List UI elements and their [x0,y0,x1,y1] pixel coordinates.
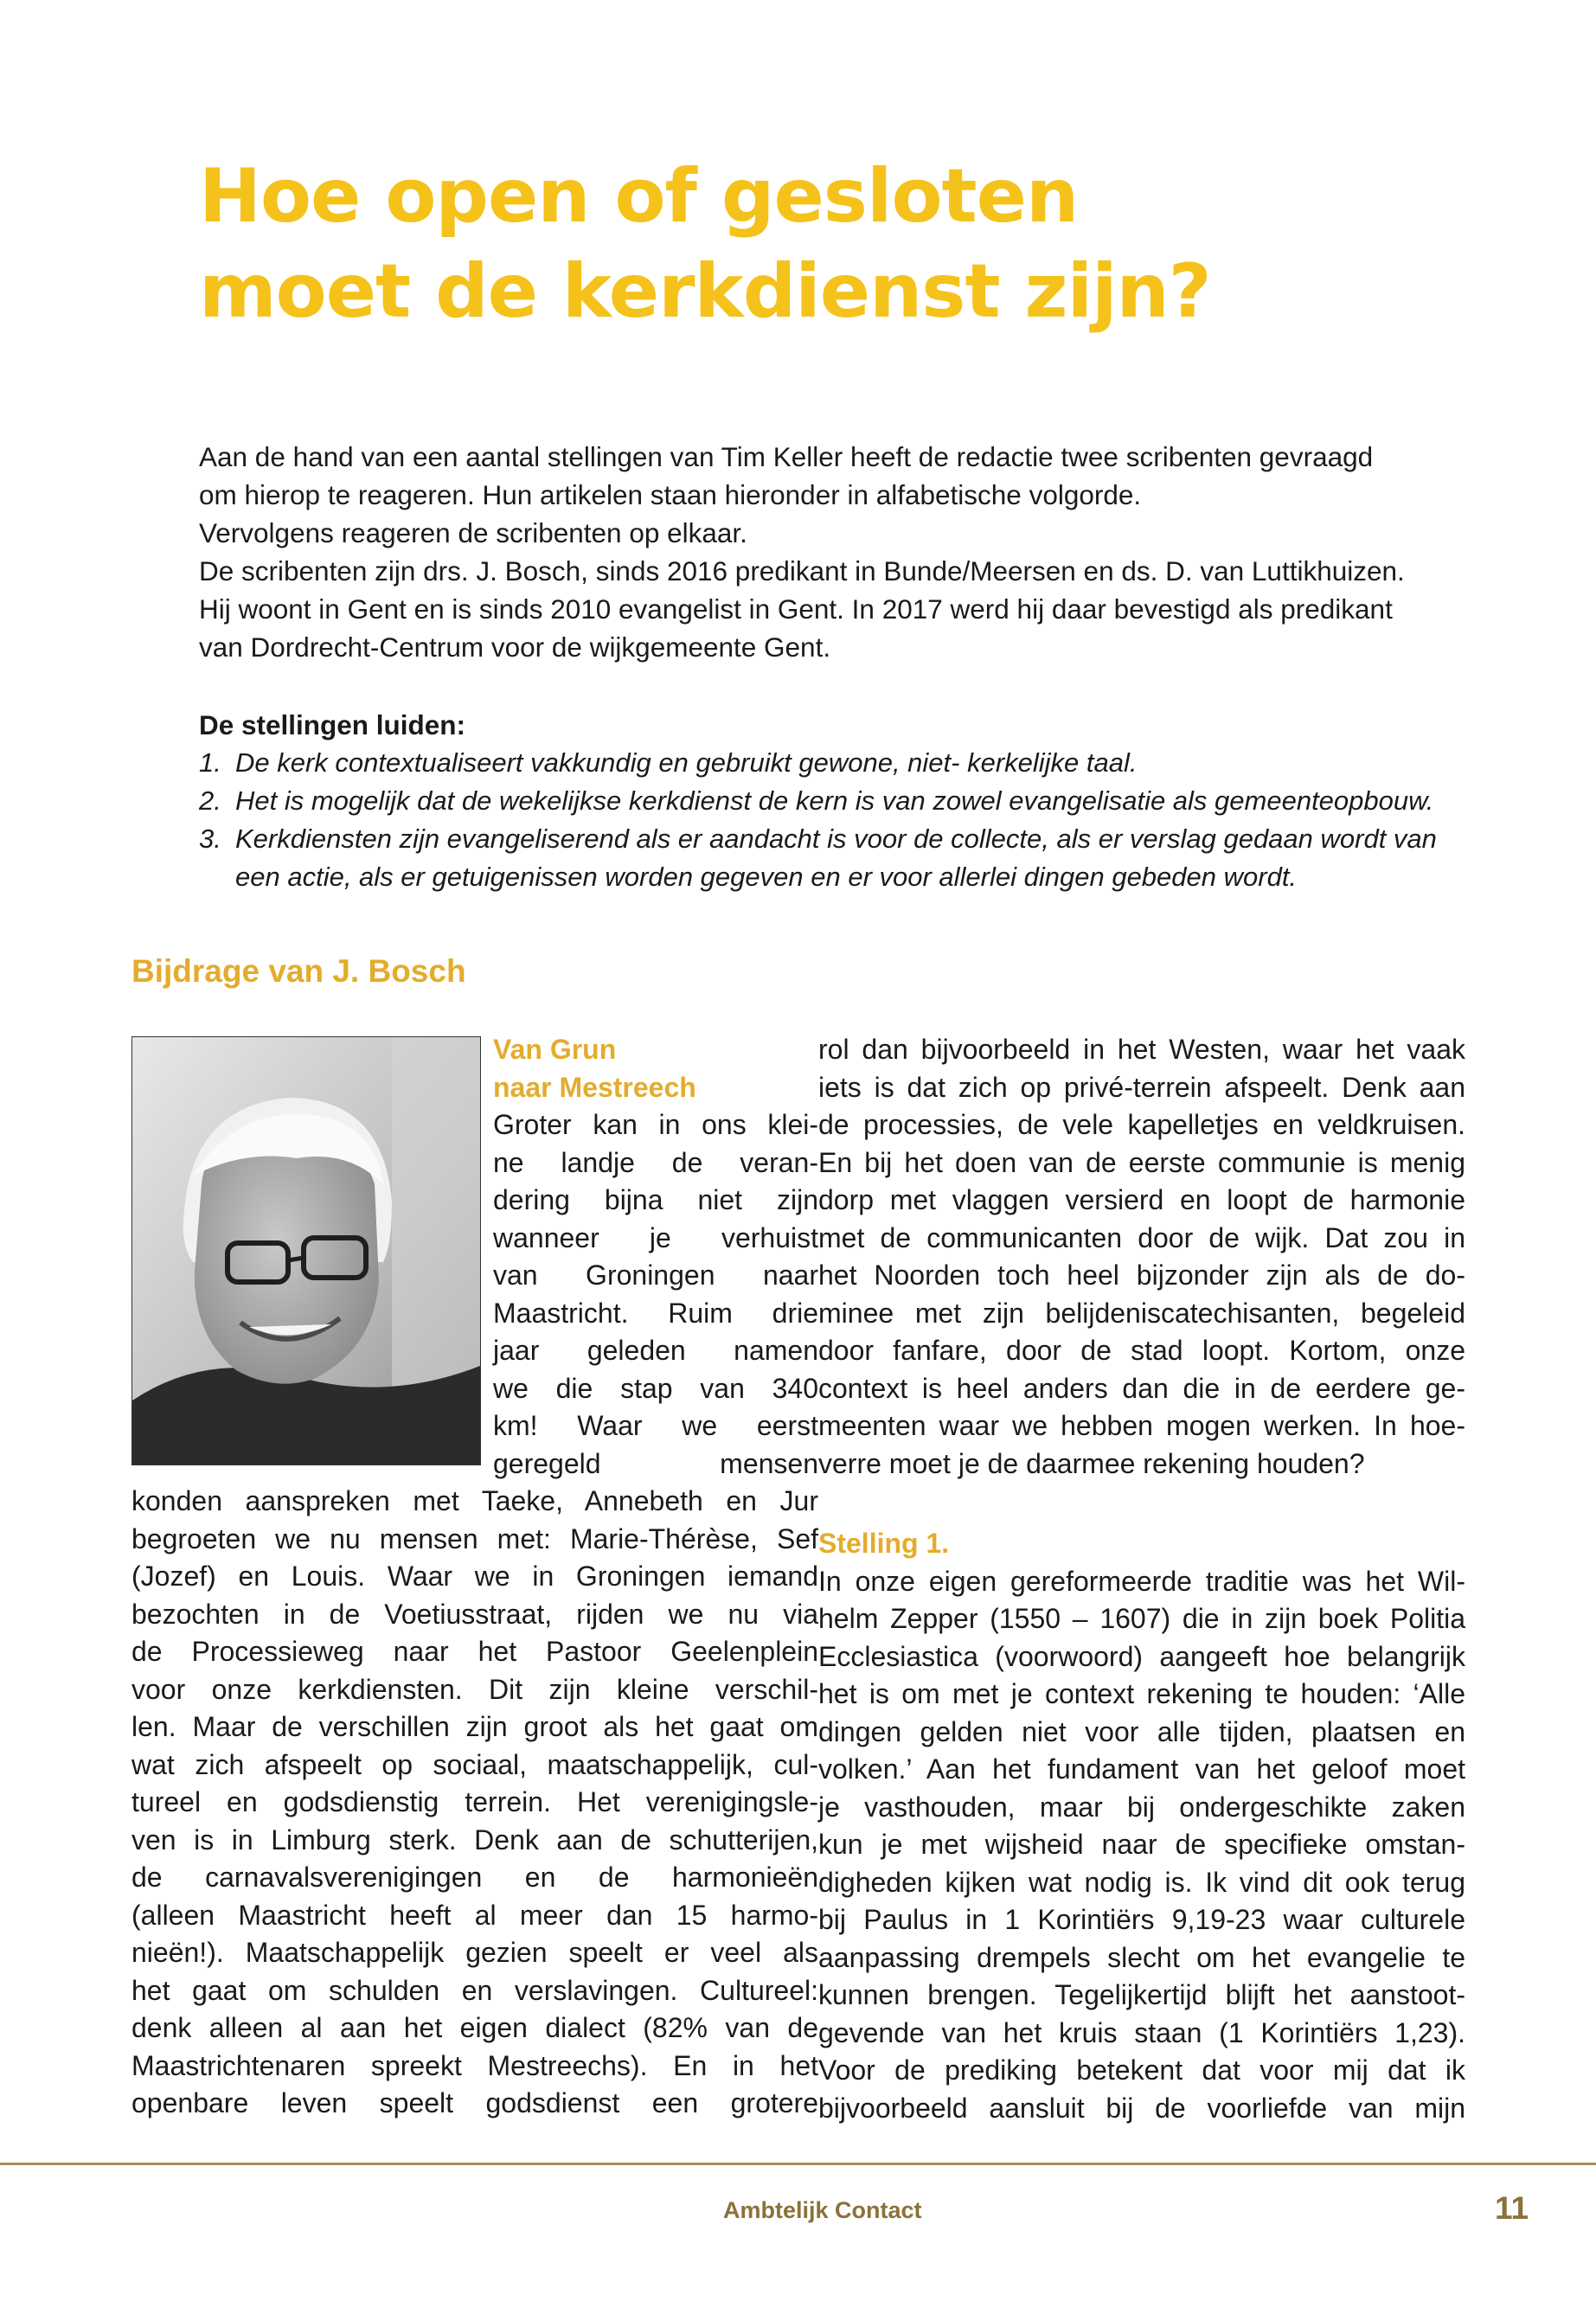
text-line: minee met zijn belijdeniscatechisanten, begeleid [818,1297,1465,1329]
stelling-item [199,820,1479,896]
text-line: (alleen Maastricht heeft al meer dan 15 harmo- [131,1899,818,1931]
article-title [199,149,1453,339]
text-line: helm Zepper (1550 – 1607) die in zijn boek Politia [818,1603,1465,1634]
stellingen-list [199,744,1479,896]
text-line: In onze eigen gereformeerde traditie was het Wil- [818,1565,1465,1597]
column-left-wide [131,1483,818,2123]
text-line: denk alleen al aan het eigen dialect (82% van de [131,2012,818,2043]
text-line: En bij het doen van de eerste communie is menig [818,1146,1465,1178]
text-line: de Processieweg naar het Pastoor Geelenplein [131,1636,818,1667]
text-line: door fanfare, door de stad loopt. Kortom, onze [818,1335,1465,1366]
text-line: bijvoorbeeld aansluit bij de voorliefde van mijn [818,2092,1465,2124]
stelling-item [199,744,1479,782]
title-line: Hoe open of gesloten [199,153,1079,240]
title-line: moet de kerkdienst zijn? [199,248,1211,335]
text-line: voor onze kerkdiensten. Dit zijn kleine verschil- [131,1673,818,1705]
text-line: Vervolgens reageren de scribenten op elkaar. [199,517,747,548]
subheading-line: naar Mestreech [493,1071,696,1103]
stellingen-heading: De stellingen luiden: [199,709,466,740]
text-line: Aan de hand van een aantal stellingen van Tim Keller heeft de redactie twee scribenten gevraagd [199,441,1374,472]
text-line: rol dan bijvoorbeeld in het Westen, waar het vaak [818,1034,1465,1065]
stelling-text: Kerkdiensten zijn evangeliserend als er aandacht is voor de collecte, als er verslag gedaan wordt van [235,824,1437,854]
text-line: om hierop te reageren. Hun artikelen staan hieronder in alfabetische volgorde. [199,479,1142,510]
text-line: kun je met wijsheid naar de specifieke omstan- [818,1829,1465,1860]
text-line: aanpassing drempels slecht om het evangelie te [818,1941,1465,1973]
text-line: het Noorden toch heel bijzonder zijn als de do- [818,1259,1465,1291]
text-line: Maastrichtenaren spreekt Mestreechs). En in het [131,2049,818,2081]
stelling-text: Het is mogelijk dat de wekelijkse kerkdienst de kern is van zowel evangelisatie als gemeenteopbouw. [235,785,1434,816]
intro-paragraph [199,438,1471,666]
text-line: Voor de prediking betekent dat voor mij dat ik [818,2054,1465,2086]
text-line: len. Maar de verschillen zijn groot als het gaat om [131,1711,818,1742]
text-line: digheden kijken wat nodig is. Ik vind dit ook terug [818,1866,1465,1898]
text-line: het is om met je context rekening te houden: ‘Alle [818,1678,1465,1709]
text-line: dingen gelden niet voor alle tijden, plaatsen en [818,1715,1465,1747]
column-right-top [818,1031,1465,1483]
column-right-bottom [818,1525,1465,2127]
text-line: Groter kan in ons klei- [493,1109,818,1140]
page-number: 11 [1495,2190,1529,2226]
text-line: met de communicanten door de wijk. Dat zou in [818,1221,1465,1253]
text-line: jaar geleden namen [493,1335,818,1366]
section-heading: Bijdrage van J. Bosch [131,953,466,989]
text-line: meenten waar we hebben mogen werken. In hoe- [818,1410,1465,1441]
text-line: iets is dat zich op privé-terrein afspeelt. Denk aan [818,1071,1465,1103]
text-line: dorp met vlaggen versierd en loopt de harmonie [818,1184,1465,1215]
text-line: context is heel anders dan die in de eerdere ge- [818,1372,1465,1404]
subheading-line: Van Grun [493,1034,617,1065]
text-line: geregeld mensen [493,1447,818,1479]
author-portrait-image [132,1037,480,1465]
text-line: het gaat om schulden en verslavingen. Cultureel: [131,1974,818,2006]
stelling-number: 2. [199,785,221,816]
text-line: de carnavalsverenigingen en de harmonieën [131,1862,818,1893]
text-line: Maastricht. Ruim drie [493,1297,818,1329]
text-line: kunnen brengen. Tegelijkertijd blijft het aanstoot- [818,1979,1465,2010]
text-line: km! Waar we eerst [493,1410,818,1441]
text-line: wanneer je verhuist [493,1221,818,1253]
text-line: konden aanspreken met Taeke, Annebeth en Jur [131,1485,818,1516]
text-line: van Groningen naar [493,1259,818,1291]
text-line: ven is in Limburg sterk. Denk aan de schutterijen, [131,1823,818,1856]
text-line: verre moet je de daarmee rekening houden? [818,1447,1365,1479]
stelling-text: De kerk contextualiseert vakkundig en gebruikt gewone, niet- kerkelijke taal. [235,747,1138,778]
text-line: Ecclesiastica (voorwoord) aangeeft hoe belangrijk [818,1640,1465,1672]
footer-publication: Ambtelijk Contact [723,2197,922,2223]
text-line: nieën!). Maatschappelijk gezien speelt er veel als [131,1937,818,1968]
stelling-text: een actie, als er getuigenissen worden gegeven en er voor allerlei dingen gebeden wordt. [235,862,1298,892]
text-line: van Dordrecht-Centrum voor de wijkgemeente Gent. [199,631,831,663]
text-line: tureel en godsdienstig terrein. Het verenigingsle- [131,1786,818,1817]
text-line: Hij woont in Gent en is sinds 2010 evangelist in Gent. In 2017 werd hij daar bevestigd als predikant [199,593,1393,625]
text-line: bij Paulus in 1 Korintiërs 9,19-23 waar culturele [818,1904,1465,1935]
text-line: volken.’ Aan het fundament van het geloof moet [818,1753,1465,1785]
text-line: begroeten we nu mensen met: Marie-Thérèse, Sef [131,1522,818,1554]
text-line: (Jozef) en Louis. Waar we in Groningen iemand [131,1561,818,1592]
text-line: gevende van het kruis staan (1 Korintiërs 1,23). [818,2016,1465,2048]
text-line: wat zich afspeelt op sociaal, maatschappelijk, cul- [131,1748,818,1780]
text-line: dering bijna niet zijn [493,1184,818,1215]
text-line: openbare leven speelt godsdienst een grotere [131,2087,818,2118]
text-line: De scribenten zijn drs. J. Bosch, sinds 2016 predikant in Bunde/Meersen en ds. D. van Luttikhuizen. [199,555,1405,586]
text-line: je vasthouden, maar bij ondergeschikte zaken [818,1791,1465,1823]
stelling-number: 3. [199,824,221,854]
column-left-narrow [493,1031,818,1483]
stelling-item [199,782,1479,820]
text-line: we die stap van 340 [493,1372,818,1404]
stelling-subheading: Stelling 1. [818,1528,950,1559]
text-line: bezochten in de Voetiusstraat, rijden we nu via [131,1598,818,1630]
author-photo [131,1036,481,1465]
stelling-number: 1. [199,747,221,778]
footer-divider [0,2163,1596,2165]
text-line: de processies, de vele kapelletjes en veldkruisen. [818,1109,1465,1140]
text-line: ne landje de veran- [493,1146,818,1178]
